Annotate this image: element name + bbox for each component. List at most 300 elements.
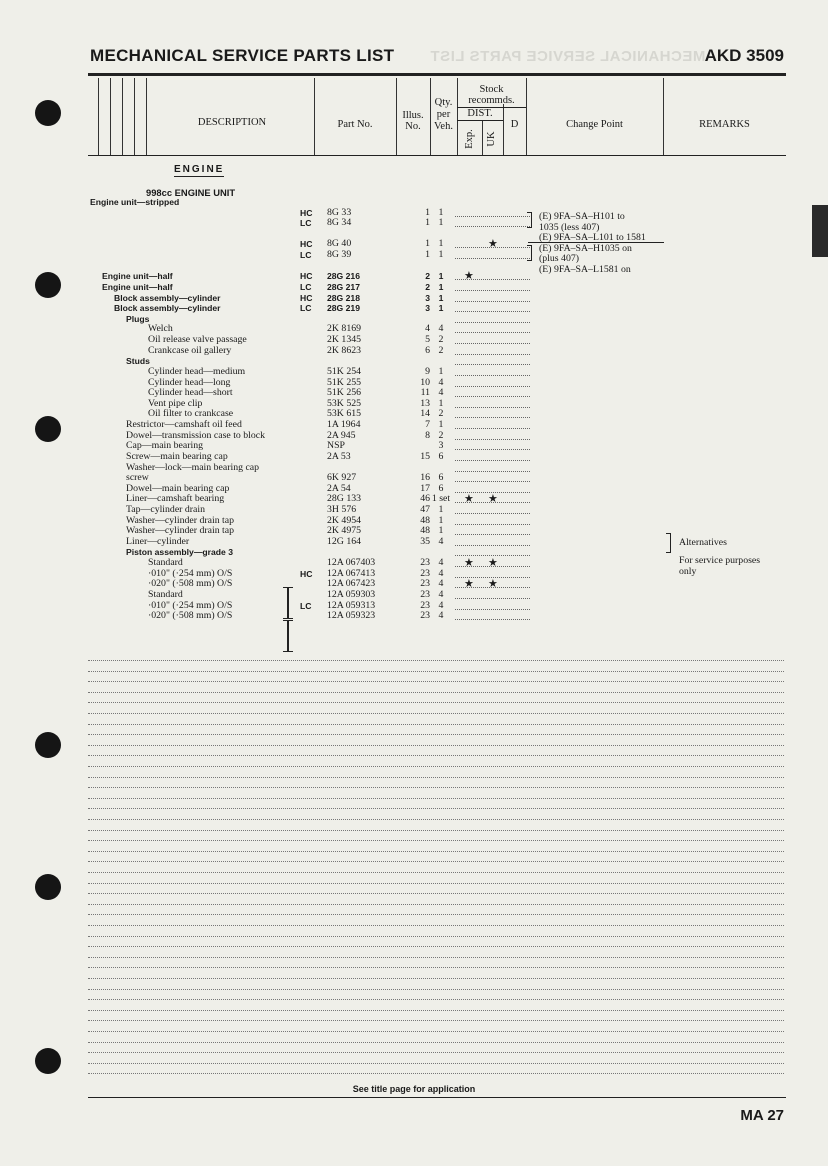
leader-line (455, 526, 530, 535)
table-row (0, 271, 828, 282)
leader-line (455, 238, 530, 251)
ruled-line (88, 808, 784, 809)
part-number: 28G 218 (327, 292, 360, 303)
part-description: ·010" (·254 mm) O/S (148, 567, 233, 579)
table-row (0, 335, 828, 346)
leader-line (455, 335, 530, 344)
document-ref: AKD 3509 (704, 46, 784, 65)
part-description: Welch (148, 323, 173, 335)
leader-line (455, 314, 530, 323)
qty-per-vehicle: 1 (438, 292, 444, 303)
part-description: Engine unit—stripped (90, 197, 180, 207)
table-row (0, 399, 828, 410)
part-description: ·020" (·508 mm) O/S (148, 578, 233, 590)
qty-per-vehicle: 6 (438, 482, 444, 494)
part-description: Engine unit—half (102, 281, 173, 292)
col-exp: Exp. (464, 129, 475, 149)
leader-line (455, 356, 530, 365)
qty-per-vehicle: 2 (438, 429, 444, 441)
leader-line (455, 324, 530, 333)
illus-number: 1 (425, 217, 430, 229)
table-row (0, 303, 828, 314)
ruled-line (88, 936, 784, 937)
ruled-line (88, 904, 784, 905)
leader-line (455, 516, 530, 525)
leader-line (455, 493, 530, 506)
compression-code: LC (300, 281, 312, 292)
part-number: 2K 8623 (327, 345, 362, 356)
part-description: Block assembly—cylinder (114, 292, 221, 303)
ruled-line (88, 702, 784, 703)
leader-line (455, 208, 530, 217)
ruled-line (88, 1052, 784, 1053)
ruled-line (88, 1063, 784, 1064)
qty-per-vehicle: 2 (438, 408, 444, 420)
illus-number: 4 (425, 323, 430, 335)
part-number: NSP (327, 441, 345, 452)
ruled-line (88, 787, 784, 788)
subsection-heading: 998cc ENGINE UNIT (146, 187, 236, 198)
ruled-line (88, 734, 784, 735)
compression-code: HC (300, 271, 313, 282)
ruled-line (88, 777, 784, 778)
ruled-line (88, 819, 784, 820)
illus-number: 10 (420, 376, 430, 388)
part-number: 1A 1964 (327, 420, 361, 431)
leader-line (455, 569, 530, 578)
qty-per-vehicle: 2 (438, 344, 444, 356)
leader-line (455, 250, 530, 259)
ruled-line (88, 692, 784, 693)
ruled-line (88, 840, 784, 841)
illus-number: 6 (425, 344, 430, 356)
part-description: Tap—cylinder drain (126, 503, 206, 515)
ruled-line (88, 1020, 784, 1021)
part-number: 2K 4975 (327, 526, 362, 537)
part-number: 8G 40 (327, 239, 352, 250)
col-illus-1: Illus. (402, 110, 424, 121)
bleed-through-text: MECHANICAL SERVICE PARTS LIST (430, 48, 706, 65)
qty-per-vehicle: 1 (438, 238, 444, 250)
part-number: 2A 53 (327, 451, 351, 462)
ruled-line (88, 1073, 784, 1074)
part-number: 53K 615 (327, 409, 362, 420)
table-row (0, 282, 828, 293)
leader-line (455, 282, 530, 291)
part-description: Cylinder head—medium (148, 365, 246, 377)
ruled-line (88, 883, 784, 884)
illus-number: 23 (420, 557, 430, 569)
table-row (0, 505, 828, 516)
star-icon: ★ (464, 557, 474, 570)
illus-number: 8 (425, 429, 430, 441)
part-number: 2A 54 (327, 483, 351, 494)
table-row (0, 314, 828, 325)
ruled-line (88, 1042, 784, 1043)
compression-code: HC (300, 568, 313, 579)
hc-piston-brace (288, 587, 293, 619)
alternatives-brace (666, 533, 671, 553)
remark-alternatives: Alternatives (679, 537, 727, 548)
ruled-line (88, 724, 784, 725)
part-description: ·010" (·254 mm) O/S (148, 599, 233, 611)
part-number: 28G 217 (327, 281, 360, 292)
ruled-line (88, 671, 784, 672)
leader-line (455, 557, 530, 570)
table-row (0, 441, 828, 452)
part-description: Plugs (126, 313, 150, 324)
qty-per-vehicle: 4 (438, 578, 444, 590)
part-number: 51K 255 (327, 377, 362, 388)
table-row (0, 324, 828, 335)
illus-number: 1 (425, 238, 430, 250)
punch-hole (35, 1048, 61, 1074)
part-description: Dowel—transmission case to block (126, 429, 266, 441)
part-description: Washer—lock—main bearing cap (126, 461, 260, 473)
part-number: 12A 059303 (327, 589, 376, 600)
qty-per-vehicle: 1 (438, 217, 444, 229)
qty-per-vehicle: 1 (438, 503, 444, 515)
qty-per-vehicle: 1 (438, 271, 444, 282)
remark-service-2: only (679, 566, 697, 577)
ruled-line (88, 681, 784, 682)
footer-note: See title page for application (352, 1084, 476, 1094)
ruled-line (88, 893, 784, 894)
illus-number: 35 (420, 535, 430, 547)
illus-number: 16 (420, 472, 430, 484)
illus-number: 46 (420, 493, 430, 505)
ruled-line (88, 766, 784, 767)
col-description: DESCRIPTION (197, 117, 267, 128)
change-point-list: (E) 9FA–SA–H101 to 1035 (less 407) (E) 9FA–SA–L101 to 1581 (E) 9FA–SA–H1035 on (plus 407) (E) 9FA–SA–L1581 on (539, 211, 646, 275)
illus-number: 48 (420, 525, 430, 537)
part-number: 51K 256 (327, 388, 362, 399)
table-row (0, 579, 828, 590)
illus-number: 23 (420, 588, 430, 600)
illus-number: 17 (420, 482, 430, 494)
col-stock-1: Stock (479, 84, 504, 95)
ruled-line (88, 914, 784, 915)
part-number: 8G 39 (327, 250, 352, 261)
ruled-line (88, 967, 784, 968)
compression-code: LC (300, 250, 312, 261)
illus-number: 23 (420, 578, 430, 590)
qty-per-vehicle: 4 (438, 557, 444, 569)
illus-number: 48 (420, 514, 430, 526)
ruled-line (88, 957, 784, 958)
table-row (0, 208, 828, 219)
part-number: 2A 945 (327, 430, 356, 441)
illus-number: 14 (420, 408, 430, 420)
leader-line (455, 378, 530, 387)
part-description: Liner—cylinder (126, 535, 190, 547)
col-stock-2: recommds. (468, 95, 515, 106)
leader-line (455, 505, 530, 514)
page-title: MECHANICAL SERVICE PARTS LIST (90, 46, 395, 65)
ruled-line (88, 861, 784, 862)
ruled-line (88, 872, 784, 873)
part-number: 28G 216 (327, 271, 360, 282)
star-icon: ★ (488, 238, 498, 251)
table-row (0, 367, 828, 378)
compression-code: LC (300, 600, 312, 611)
part-number: 53K 525 (327, 398, 362, 409)
ruled-line (88, 1031, 784, 1032)
part-number: 6K 927 (327, 473, 357, 484)
punch-hole (35, 100, 61, 126)
compression-code: HC (300, 292, 313, 303)
table-row (0, 463, 828, 474)
col-qty-2: per (436, 109, 451, 120)
ruled-line (88, 989, 784, 990)
part-number: 12A 067413 (327, 568, 376, 579)
qty-per-vehicle: 1 (438, 514, 444, 526)
table-row (0, 388, 828, 399)
part-number: 2K 8169 (327, 324, 362, 335)
qty-per-vehicle: 1 (438, 397, 444, 409)
qty-per-vehicle: 1 (438, 365, 444, 377)
leader-line (455, 463, 530, 472)
ruled-line (88, 755, 784, 756)
table-row (0, 218, 828, 229)
leader-line (455, 367, 530, 376)
part-description: Cylinder head—long (148, 376, 231, 388)
leader-line (455, 578, 530, 591)
compression-code: HC (300, 207, 313, 218)
leader-line (455, 388, 530, 397)
col-change-point: Change Point (566, 119, 623, 130)
compression-code: LC (300, 218, 312, 229)
qty-per-vehicle: 1 (438, 281, 444, 292)
part-number: 51K 254 (327, 366, 362, 377)
table-row (0, 484, 828, 495)
ruled-line (88, 925, 784, 926)
qty-per-vehicle: 1 (438, 206, 444, 218)
illus-number: 23 (420, 599, 430, 611)
part-number: 28G 133 (327, 494, 362, 505)
table-row (0, 516, 828, 527)
qty-per-vehicle: 3 (438, 440, 444, 452)
ruled-line (88, 713, 784, 714)
part-description: Screw—main bearing cap (126, 450, 228, 462)
leader-line (455, 346, 530, 355)
star-icon: ★ (464, 270, 474, 283)
leader-line (455, 590, 530, 599)
part-description: Oil release valve passage (148, 334, 247, 346)
qty-per-vehicle: 1 (438, 249, 444, 261)
part-description: Liner—camshaft bearing (126, 493, 225, 505)
change-point-brace (527, 245, 532, 261)
col-qty-1: Qty. (434, 97, 453, 108)
ruled-line (88, 830, 784, 831)
illus-number: 11 (420, 387, 430, 399)
star-icon: ★ (488, 557, 498, 570)
part-number: 12G 164 (327, 536, 362, 547)
leader-line (455, 431, 530, 440)
table-row (0, 494, 828, 505)
page-number: MA 27 (740, 1107, 784, 1124)
leader-line (455, 611, 530, 620)
remark-service-1: For service purposes (679, 555, 761, 566)
qty-per-vehicle: 1 (438, 303, 444, 314)
table-row (0, 601, 828, 612)
illus-number: 2 (425, 271, 430, 282)
leader-line (455, 409, 530, 418)
qty-per-vehicle: 4 (438, 610, 444, 622)
table-row (0, 420, 828, 431)
star-icon: ★ (464, 493, 474, 506)
ruled-line (88, 660, 784, 661)
compression-code: HC (300, 239, 313, 250)
part-description: Cap—main bearing (126, 440, 203, 452)
part-number: 12A 067403 (327, 558, 376, 569)
col-qty-3: Veh. (434, 121, 453, 132)
table-row (0, 473, 828, 484)
col-dist: DIST. (467, 108, 493, 119)
columns-bottom-rule (88, 155, 786, 156)
col-d: D (510, 119, 519, 130)
table-row (0, 239, 828, 250)
leader-line (455, 473, 530, 482)
col-illus-2: No. (405, 121, 421, 132)
qty-per-vehicle: 4 (438, 535, 444, 547)
part-number: 2K 4954 (327, 515, 362, 526)
punch-hole (35, 732, 61, 758)
part-description: Standard (148, 588, 183, 600)
table-row (0, 293, 828, 304)
qty-per-vehicle: 4 (438, 376, 444, 388)
leader-line (455, 293, 530, 302)
part-number: 3H 576 (327, 504, 357, 515)
table-row (0, 569, 828, 580)
ruled-line (88, 946, 784, 947)
illus-number: 23 (420, 610, 430, 622)
illus-number: 1 (425, 249, 430, 261)
qty-per-vehicle: 4 (438, 588, 444, 600)
leader-line (455, 452, 530, 461)
leader-line (455, 270, 530, 283)
qty-per-vehicle: 1 (438, 525, 444, 537)
leader-line (455, 399, 530, 408)
part-description: Washer—cylinder drain tap (126, 514, 235, 526)
qty-per-vehicle: 1 (438, 419, 444, 431)
leader-line (455, 537, 530, 546)
col-remarks: REMARKS (699, 119, 750, 130)
illus-number: 47 (420, 503, 430, 515)
table-row (0, 611, 828, 622)
table-row (0, 590, 828, 601)
table-row (0, 409, 828, 420)
star-icon: ★ (464, 578, 474, 591)
footer-rule (88, 1097, 786, 1098)
part-number: 8G 34 (327, 218, 352, 229)
part-number: 12A 067423 (327, 579, 376, 590)
leader-line (455, 218, 530, 227)
part-description: Cylinder head—short (148, 387, 233, 399)
header-rule (88, 73, 786, 76)
table-row (0, 229, 828, 240)
table-row (0, 356, 828, 367)
qty-per-vehicle: 1 set (431, 493, 451, 505)
part-description: Crankcase oil gallery (148, 344, 232, 356)
leader-line (455, 303, 530, 312)
qty-per-vehicle: 4 (438, 599, 444, 611)
ruled-line (88, 798, 784, 799)
table-row (0, 197, 828, 208)
col-part-no: Part No. (337, 119, 373, 130)
qty-per-vehicle: 6 (438, 450, 444, 462)
illus-number: 13 (420, 397, 430, 409)
part-description: Standard (148, 557, 183, 569)
ruled-line (88, 978, 784, 979)
ruled-line (88, 745, 784, 746)
part-number: 12A 059323 (327, 611, 376, 622)
qty-per-vehicle: 4 (438, 323, 444, 335)
illus-number: 5 (425, 334, 430, 346)
part-number: 8G 33 (327, 207, 352, 218)
table-row (0, 250, 828, 261)
leader-line (455, 601, 530, 610)
change-point-brace (527, 212, 532, 228)
lc-piston-brace (288, 620, 293, 652)
illus-number: 3 (425, 292, 430, 303)
leader-line (455, 420, 530, 429)
qty-per-vehicle: 2 (438, 334, 444, 346)
part-number: 12A 059313 (327, 600, 376, 611)
table-row (0, 346, 828, 357)
illus-number: 9 (425, 365, 430, 377)
col-uk: UK (486, 131, 497, 147)
table-row (0, 526, 828, 537)
compression-code: LC (300, 303, 312, 314)
ruled-line (88, 1010, 784, 1011)
table-row (0, 261, 828, 272)
leader-line (455, 484, 530, 493)
ruled-line (88, 999, 784, 1000)
illus-number: 3 (425, 303, 430, 314)
section-heading: ENGINE (174, 164, 225, 175)
part-description: Washer—cylinder drain tap (126, 525, 235, 537)
part-description: ·020" (·508 mm) O/S (148, 610, 233, 622)
illus-number: 23 (420, 567, 430, 579)
part-description: Vent pipe clip (148, 397, 203, 409)
illus-number: 15 (420, 450, 430, 462)
part-description: screw (126, 472, 149, 484)
part-description: Restrictor—camshaft oil feed (126, 419, 242, 431)
table-row (0, 431, 828, 442)
leader-line (455, 441, 530, 450)
punch-hole (35, 874, 61, 900)
part-description: Oil filter to crankcase (148, 408, 234, 420)
illus-number: 7 (425, 419, 430, 431)
part-description: Engine unit—half (102, 271, 173, 282)
star-icon: ★ (488, 578, 498, 591)
qty-per-vehicle: 6 (438, 472, 444, 484)
part-description: Piston assembly—grade 3 (126, 547, 233, 558)
star-icon: ★ (488, 493, 498, 506)
table-row (0, 452, 828, 463)
qty-per-vehicle: 4 (438, 567, 444, 579)
qty-per-vehicle: 4 (438, 387, 444, 399)
illus-number: 2 (425, 281, 430, 292)
part-description: Dowel—main bearing cap (126, 482, 230, 494)
ruled-line (88, 851, 784, 852)
table-row (0, 378, 828, 389)
part-description: Studs (126, 356, 150, 367)
illus-number: 1 (425, 206, 430, 218)
part-number: 28G 219 (327, 303, 360, 314)
part-number: 2K 1345 (327, 335, 362, 346)
